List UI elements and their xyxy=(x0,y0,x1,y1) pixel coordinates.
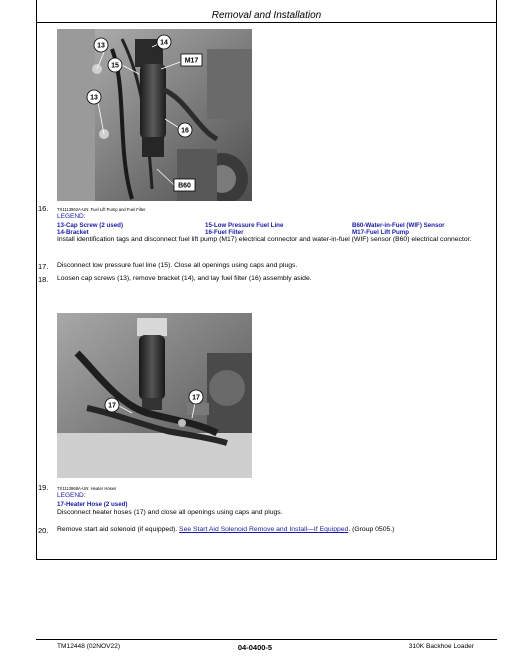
step-20-number: 20. xyxy=(38,526,49,535)
step-20-text xyxy=(57,526,394,533)
legend-item-low-pressure-fuel-line: 15-Low Pressure Fuel Line xyxy=(205,222,284,229)
callout-13-top xyxy=(94,38,108,52)
svg-text:16: 16 xyxy=(181,127,189,135)
step-16-number: 16. xyxy=(38,204,49,213)
callout-16 xyxy=(178,123,192,137)
svg-text:15: 15 xyxy=(111,62,119,70)
svg-text:17: 17 xyxy=(108,402,116,410)
svg-text:B60: B60 xyxy=(178,182,191,190)
fuel-lift-pump-photo xyxy=(57,29,252,201)
section-title: Removal and Installation xyxy=(211,10,322,21)
svg-text:13: 13 xyxy=(90,94,98,102)
callout-b60 xyxy=(174,179,195,191)
step-17-number: 17. xyxy=(38,262,49,271)
footer-rule xyxy=(36,639,497,640)
callout-13-lower xyxy=(87,90,101,104)
svg-text:14: 14 xyxy=(160,39,168,47)
legend-item-heater-hose: 17-Heater Hose (2 used) xyxy=(57,501,128,508)
heater-hoses-photo xyxy=(57,313,252,478)
step-19-legend-title: LEGEND: xyxy=(57,492,86,499)
figure-1-caption: TX1113962A-UN: Fuel Lift Pump and Fuel Filter xyxy=(57,207,146,212)
legend-item-bracket: 14-Bracket xyxy=(57,229,89,236)
step-16-legend-title: LEGEND: xyxy=(57,213,86,220)
callout-14 xyxy=(157,35,171,49)
step-19-number: 19. xyxy=(38,483,49,492)
step-19-text: Disconnect heater hoses (17) and close all openings using caps and plugs. xyxy=(57,509,283,516)
legend-item-fuel-filter: 16-Fuel Filter xyxy=(205,229,244,236)
step-18-text: Loosen cap screws (13), remove bracket (14), and lay fuel filter (16) assembly aside. xyxy=(57,275,312,282)
step-18-number: 18. xyxy=(38,275,49,284)
legend-item-wif-sensor: B60-Water-in-Fuel (WIF) Sensor xyxy=(352,222,445,229)
legend-item-fuel-lift-pump: M17-Fuel Lift Pump xyxy=(352,229,410,236)
callout-15 xyxy=(108,58,122,72)
callout-17-right xyxy=(189,390,203,404)
callout-17-left xyxy=(105,398,119,412)
step-20-text-after: . (Group 0505.) xyxy=(348,526,395,533)
figure-2-caption: TX1113968A-UN: Heater Hoses xyxy=(57,486,117,491)
svg-text:17: 17 xyxy=(192,394,200,402)
step-17-text: Disconnect low pressure fuel line (15). Close all openings using caps and plugs. xyxy=(57,262,298,269)
callout-m17 xyxy=(181,54,202,66)
svg-text:13: 13 xyxy=(97,42,105,50)
header-rule xyxy=(36,22,497,23)
svg-text:M17: M17 xyxy=(184,57,199,65)
step-16-text: Install identification tags and disconnect fuel lift pump (M17) electrical connector and water-in-fuel (WIF) sensor (B60) electrical connector. xyxy=(57,236,472,243)
footer-page-number: 04-0400-5 xyxy=(237,643,273,652)
footer-machine-name: 310K Backhoe Loader xyxy=(408,643,474,650)
legend-item-cap-screw: 13-Cap Screw (2 used) xyxy=(57,222,124,229)
start-aid-solenoid-link[interactable]: See Start Aid Solenoid Remove and Install—If Equipped xyxy=(179,526,349,533)
footer-doc-id: TM12448 (02NOV22) xyxy=(57,643,121,650)
step-20-text-before: Remove start aid solenoid (if equipped). xyxy=(57,526,178,533)
